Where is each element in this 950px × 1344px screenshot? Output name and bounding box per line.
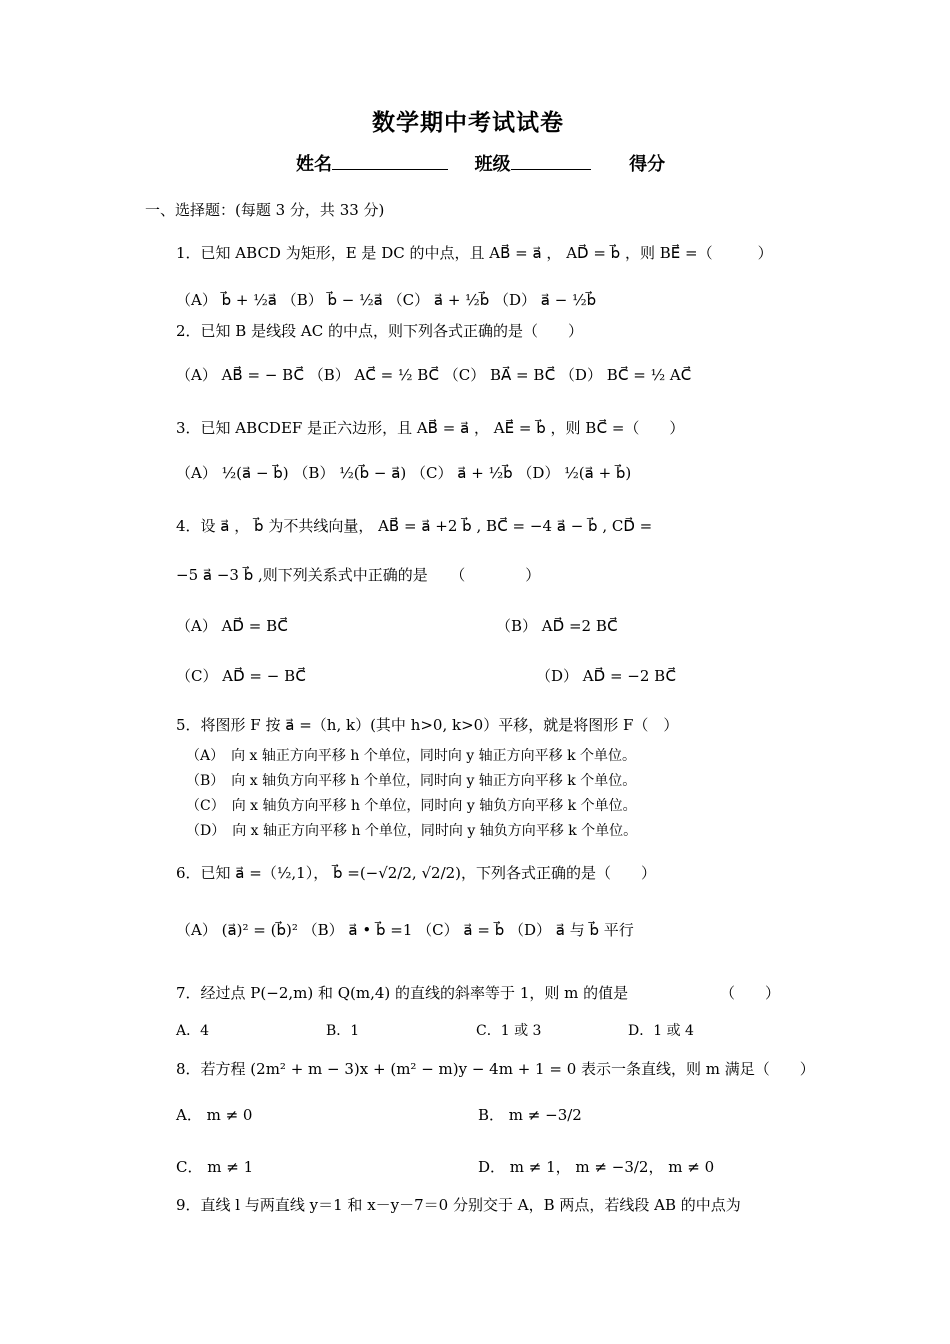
q7-choice-b: B．1 xyxy=(326,1023,360,1039)
q4-option-b: （B） AD⃗ =2 BC⃗ xyxy=(496,617,618,635)
q6-stem: 6．已知 a⃗ =（½,1）， b⃗ =(−√2/2, √2/2)，下列各式正确的是（ ） xyxy=(176,864,657,882)
q5-option-c: （C） 向 x 轴负方向平移 h 个单位，同时向 y 轴负方向平移 k 个单位。 xyxy=(186,798,637,814)
q1-options: （A） b⃗ + ½a⃗ （B） b⃗ − ½a⃗ （C） a⃗ + ½b⃗ （D） a⃗ − ½b⃗ xyxy=(176,291,597,309)
name-label: 姓名 xyxy=(296,154,332,175)
q5-option-a: （A） 向 x 轴正方向平移 h 个单位，同时向 y 轴正方向平移 k 个单位。 xyxy=(186,748,637,764)
q2-stem: 2．已知 B 是线段 AC 的中点，则下列各式正确的是（ ） xyxy=(176,322,583,340)
class-blank[interactable] xyxy=(511,151,591,170)
q8-choice-a: A． m ≠ 0 xyxy=(176,1106,253,1124)
q3-stem: 3．已知 ABCDEF 是正六边形，且 AB⃗ = a⃗ ， AE⃗ = b⃗ ，则 BC⃗ =（ ） xyxy=(176,419,685,437)
q8-choice-d: D． m ≠ 1， m ≠ −3/2， m ≠ 0 xyxy=(478,1158,715,1176)
q4-option-c: （C） AD⃗ = − BC⃗ xyxy=(176,667,306,685)
name-blank[interactable] xyxy=(332,151,448,170)
q5-stem: 5．将图形 F 按 a⃗ =（h, k）(其中 h>0, k>0）平移，就是将图形 F（ ） xyxy=(176,716,679,734)
section-heading: 一、选择题：(每题 3 分，共 33 分) xyxy=(145,201,385,219)
q7-choice-c: C．1 或 3 xyxy=(476,1023,542,1039)
student-info-row xyxy=(296,150,665,176)
q9-stem: 9．直线 l 与两直线 y＝1 和 x－y－7＝0 分别交于 A，B 两点，若线段 AB 的中点为 xyxy=(176,1196,741,1214)
q7-choice-d: D．1 或 4 xyxy=(628,1023,694,1039)
q4-option-d: （D） AD⃗ = −2 BC⃗ xyxy=(536,667,676,685)
q8-stem: 8．若方程 (2m² + m − 3)x + (m² − m)y − 4m + 1 = 0 表示一条直线，则 m 满足（ ） xyxy=(176,1060,815,1078)
score-label: 得分 xyxy=(629,154,666,175)
q8-choice-b: B． m ≠ −3/2 xyxy=(478,1106,582,1124)
page-title: 数学期中考试试卷 xyxy=(372,109,564,136)
q4-stem-cont: −5 a⃗ −3 b⃗ ,则下列关系式中正确的是 （ ） xyxy=(176,566,541,584)
q5-option-d: （D） 向 x 轴正方向平移 h 个单位，同时向 y 轴负方向平移 k 个单位。 xyxy=(186,823,638,839)
q7-stem: 7．经过点 P(−2,m) 和 Q(m,4) 的直线的斜率等于 1，则 m 的值是 xyxy=(176,984,629,1002)
q6-options: （A） (a⃗)² = (b⃗)² （B） a⃗ • b⃗ =1 （C） a⃗ = b⃗ （D） a⃗ 与 b⃗ 平行 xyxy=(176,921,634,939)
q8-choice-c: C． m ≠ 1 xyxy=(176,1158,254,1176)
q7-choice-a: A．4 xyxy=(176,1023,210,1039)
q1-stem: 1．已知 ABCD 为矩形，E 是 DC 的中点，且 AB⃗ = a⃗ ， AD⃗ = b⃗ ，则 BE⃗ =（ ） xyxy=(176,244,773,262)
q2-options: （A） AB⃗ = − BC⃗ （B） AC⃗ = ½ BC⃗ （C） BA⃗ = BC⃗ （D） BC⃗ = ½ AC⃗ xyxy=(176,366,692,384)
q7-answer-paren: （ ） xyxy=(720,984,781,1002)
class-label: 班级 xyxy=(474,154,511,175)
q4-option-a: （A） AD⃗ = BC⃗ xyxy=(176,617,288,635)
q3-options: （A） ½(a⃗ − b⃗) （B） ½(b⃗ − a⃗) （C） a⃗ + ½b⃗ （D） ½(a⃗ + b⃗) xyxy=(176,464,632,482)
q4-stem: 4．设 a⃗ ， b⃗ 为不共线向量， AB⃗ = a⃗ +2 b⃗ , BC⃗ = −4 a⃗ − b⃗ , CD⃗ = xyxy=(176,517,653,535)
q5-option-b: （B） 向 x 轴负方向平移 h 个单位，同时向 y 轴正方向平移 k 个单位。 xyxy=(186,773,637,789)
